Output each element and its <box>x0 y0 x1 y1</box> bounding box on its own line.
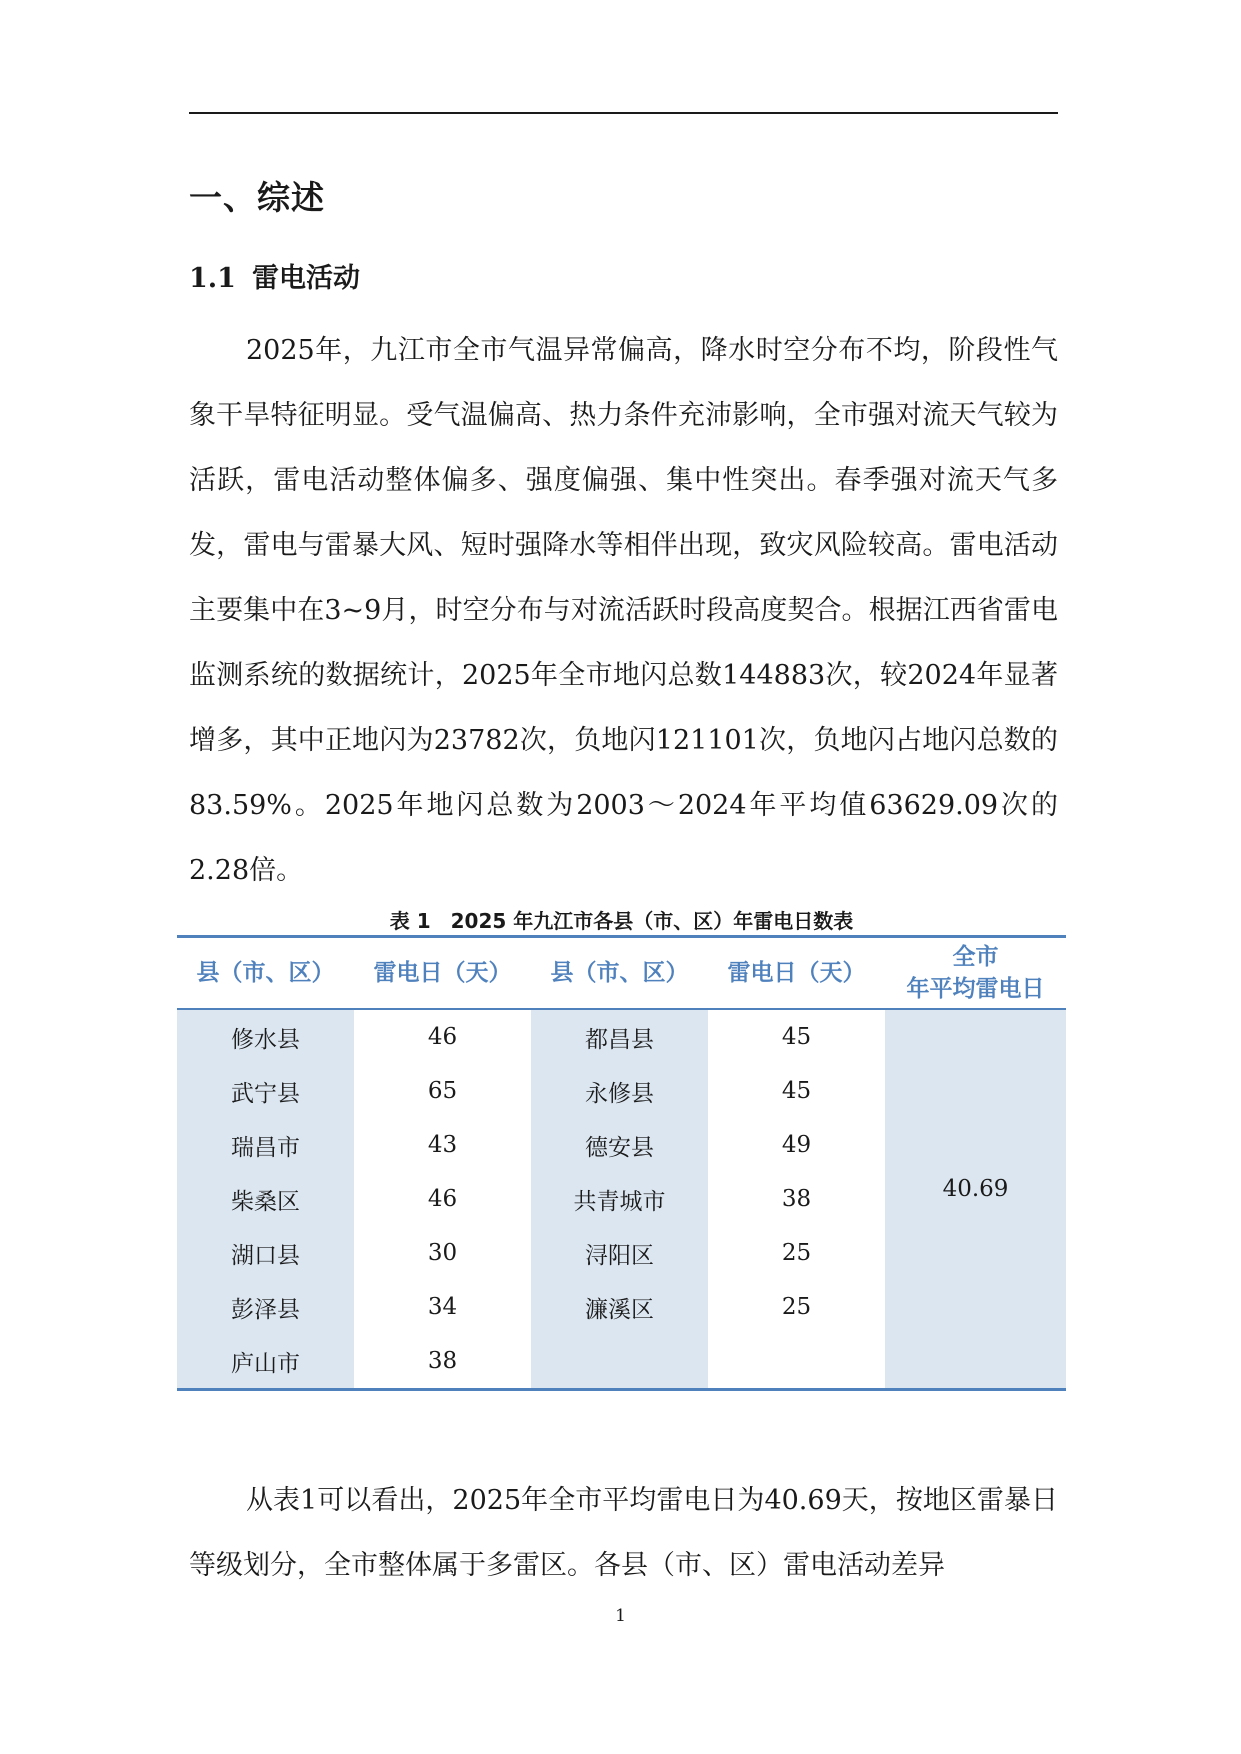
county-cell: 都昌县 <box>531 1009 708 1064</box>
days-cell: 43 <box>354 1118 531 1172</box>
body-paragraph-2 <box>189 1468 1058 1598</box>
days-cell: 45 <box>708 1009 885 1064</box>
days-cell: 65 <box>354 1064 531 1118</box>
county-cell: 瑞昌市 <box>177 1118 354 1172</box>
days-cell: 49 <box>708 1118 885 1172</box>
paragraph-text: 从表1可以看出，2025年全市平均雷电日为40.69天，按地区雷暴日等级划分，全市整体属于多雷区。各县（市、区）雷电活动差异 <box>189 1485 1058 1581</box>
days-cell: 38 <box>708 1172 885 1226</box>
header-rule <box>189 112 1058 114</box>
header-days-1: 雷电日（天） <box>354 937 531 1010</box>
county-cell <box>531 1334 708 1390</box>
county-cell: 修水县 <box>177 1009 354 1064</box>
county-cell: 柴桑区 <box>177 1172 354 1226</box>
subsection-heading <box>189 256 360 295</box>
county-cell: 濂溪区 <box>531 1280 708 1334</box>
section-title: 一、综述 <box>189 178 325 217</box>
subsection-title: 雷电活动 <box>251 263 360 294</box>
county-cell: 武宁县 <box>177 1064 354 1118</box>
header-city-average-line2: 年平均雷电日 <box>906 976 1045 1002</box>
table-header-row <box>177 937 1066 1010</box>
body-paragraph-1 <box>189 318 1058 903</box>
city-average-cell: 40.69 <box>885 1009 1066 1390</box>
days-cell: 30 <box>354 1226 531 1280</box>
days-cell: 38 <box>354 1334 531 1390</box>
header-city-average-line1: 全市 <box>952 944 999 970</box>
header-county-2: 县（市、区） <box>531 937 708 1010</box>
days-cell: 46 <box>354 1009 531 1064</box>
county-cell: 湖口县 <box>177 1226 354 1280</box>
days-cell: 25 <box>708 1280 885 1334</box>
county-cell: 彭泽县 <box>177 1280 354 1334</box>
paragraph-text: 2025年，九江市全市气温异常偏高，降水时空分布不均，阶段性气象干旱特征明显。受气温偏高、热力条件充沛影响，全市强对流天气较为活跃，雷电活动整体偏多、强度偏强、集中性突出。春季强对流天气多发，雷电与雷暴大风、短时强降水等相伴出现，致灾风险较高。雷电活动主要集中在3~9月，时空分布与对流活跃时段高度契合。根据江西省雷电监测系统的数据统计，2025年全市地闪总数144883次，较2024年显著增多，其中正地闪为23782次，负地闪121101次，负地闪占地闪总数的83.59%。2025年地闪总数为2003～2024年平均值63629.09次的2.28倍。 <box>189 335 1058 886</box>
thunder-days-table <box>177 935 1066 1391</box>
days-cell: 46 <box>354 1172 531 1226</box>
county-cell: 永修县 <box>531 1064 708 1118</box>
county-cell: 浔阳区 <box>531 1226 708 1280</box>
days-cell <box>708 1334 885 1390</box>
subsection-number: 1.1 <box>189 263 236 294</box>
county-cell: 庐山市 <box>177 1334 354 1390</box>
days-cell: 34 <box>354 1280 531 1334</box>
county-cell: 德安县 <box>531 1118 708 1172</box>
header-city-average <box>885 937 1066 1010</box>
header-days-2: 雷电日（天） <box>708 937 885 1010</box>
page-number: 1 <box>615 1606 626 1626</box>
county-cell: 共青城市 <box>531 1172 708 1226</box>
header-county-1: 县（市、区） <box>177 937 354 1010</box>
days-cell: 25 <box>708 1226 885 1280</box>
table-caption: 表 1 2025 年九江市各县（市、区）年雷电日数表 <box>389 909 854 933</box>
table-row <box>177 1009 1066 1064</box>
days-cell: 45 <box>708 1064 885 1118</box>
